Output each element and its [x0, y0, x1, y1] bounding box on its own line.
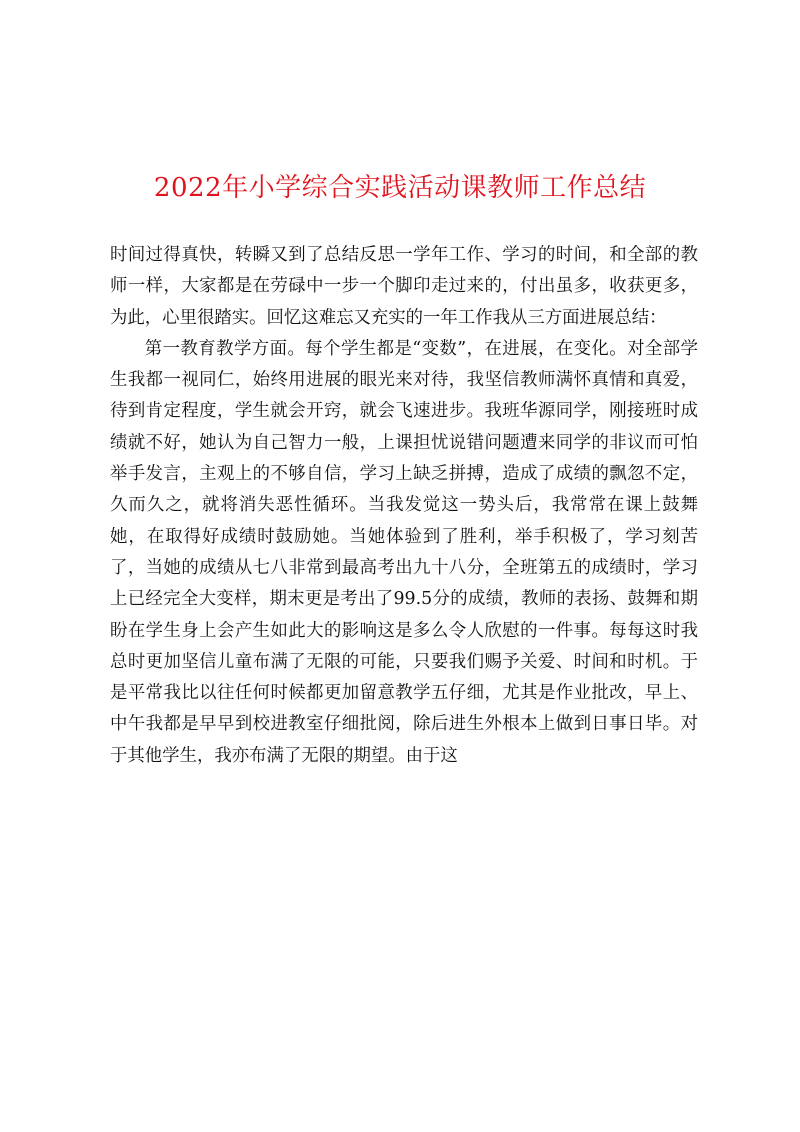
document-body	[110, 240, 698, 772]
paragraph-intro: 时间过得真快，转瞬又到了总结反思一学年工作、学习的时间，和全部的教师一样，大家都是在劳碌中一步一个脚印走过来的，付出虽多，收获更多，为此，心里很踏实。回忆这难忘又充实的一年工作我从三方面进展总结：	[110, 245, 698, 328]
paragraph-teaching: 第一教育教学方面。每个学生都是“变数”，在进展，在变化。对全部学生我都一视同仁，始终用进展的眼光来对待，我坚信教师满怀真情和真爱，待到肯定程度，学生就会开窍，就会飞速进步。我班华源同学，刚接班时成绩就不好，她认为自己智力一般，上课担忧说错问题遭来同学的非议而可怕举手发言，主观上的不够自信，学习上缺乏拼搏，造成了成绩的飘忽不定，久而久之，就将消失恶性循环。当我发觉这一势头后，我常常在课上鼓舞她，在取得好成绩时鼓励她。当她体验到了胜利，举手积极了，学习刻苦了，当她的成绩从七八非常到最高考出九十八分，全班第五的成绩时，学习上已经完全大变样，期末更是考出了99.5分的成绩，教师的表扬、鼓舞和期盼在学生身上会产生如此大的影响这是多么令人欣慰的一件事。每每这时我总时更加坚信儿童布满了无限的可能，只要我们赐予关爱、时间和时机。于是平常我比以往任何时候都更加留意教学五仔细，尤其是作业批改，早上、中午我都是早早到校进教室仔细批阅，除后进生外根本上做到日事日毕。对于其他学生，我亦布满了无限的期望。由于这	[110, 338, 698, 766]
document-title: 2022年小学综合实践活动课教师工作总结	[153, 173, 647, 203]
